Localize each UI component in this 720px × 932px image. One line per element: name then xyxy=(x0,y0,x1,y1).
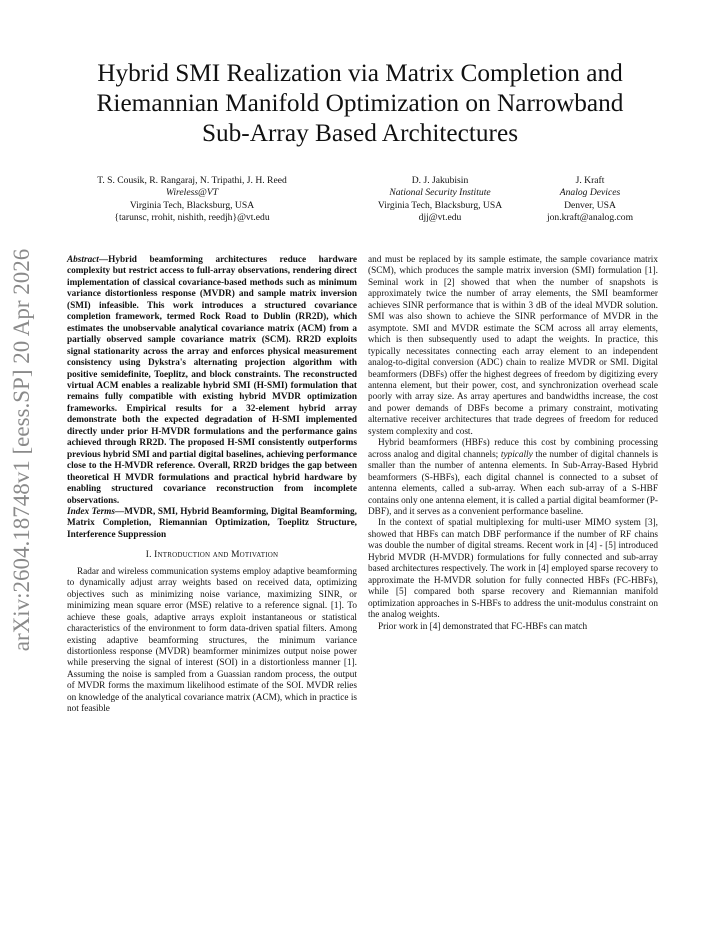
author-block-2 xyxy=(355,175,525,225)
author-names: D. J. Jakubisin xyxy=(411,175,469,186)
author-institution: Virginia Tech, Blacksburg, USA xyxy=(129,199,255,211)
abstract-text: —Hybrid beamforming architectures reduce hardware complexity but restrict access to full-array observations, rendering direct implementation of classical covariance-based methods such as minimum variance distortionless response (MVDR) and sample matrix inversion (SMI) infeasible. This work introduces a structured covariance completion framework, termed Rock Road to Dublin (RR2D), which estimates the unobservable analytical covariance matrix (ACM) from a partially observed sample covariance matrix (SCM). RR2D exploits signal stationarity across the array and enforces physical measurement consistency using Dykstra's alternating projection algorithm with positive semidefinite, Toeplitz, and block constraints. The reconstructed virtual ACM enables a realizable hybrid SMI (H-SMI) formulation that remains fully compatible with existing hybrid MVDR optimization frameworks. Empirical results for a 32-element hybrid array demonstrate both the expected degradation of H-SMI implemented directly under prior H-MVDR formulations and the performance gains achieved through RR2D. The proposed H-SMI consistently outperforms previous hybrid SMI and partial digital baselines, achieving performance close to the H-MVDR reference. Overall, RR2D bridges the gap between theoretical H MVDR formulations and practical hybrid hardware by enabling structured covariance reconstruction from incomplete observations. xyxy=(67,255,357,506)
author-block-3 xyxy=(530,175,650,225)
paragraph: Radar and wireless communication systems employ adaptive beamforming to dynamically adjust array weights based on received data, optimizing objectives such as minimizing noise variance, maximizing SINR, or minimizing mean square error (MSE) relative to a reference signal. [1]. To achieve these goals, adaptive arrays exploit instantaneous or statistical characteristics of the environment to form data-driven spatial filters. Among existing adaptive beamforming structures, the minimum variance distortionless response (MVDR) beamformer minimizes output noise power while preserving the signal of interest (SOI) in a distortionless manner [1]. Assuming the noise is sampled from a Guassian random process, the output of MVDR forms the maximum likelihood estimate of the SOI. MVDR relies on knowledge of the analytical covariance matrix (ACM), which in practice is not feasible xyxy=(67,566,357,715)
author-names: J. Kraft xyxy=(575,175,605,186)
title-line-2: Riemannian Manifold Optimization on Narrowband xyxy=(96,89,624,117)
author-names: T. S. Cousik, R. Rangaraj, N. Tripathi, J. H. Reed xyxy=(97,175,287,186)
index-terms xyxy=(67,507,357,541)
author-affiliation: Wireless@VT xyxy=(165,187,219,199)
author-email: jon.kraft@analog.com xyxy=(546,212,634,224)
author-institution: Denver, USA xyxy=(564,199,616,211)
paragraph xyxy=(368,438,658,518)
left-column xyxy=(67,255,357,716)
author-block-1 xyxy=(62,175,322,225)
index-terms-label: Index Terms xyxy=(67,506,115,517)
right-column xyxy=(368,255,658,633)
emphasis-text: typically xyxy=(500,449,533,460)
author-affiliation: Analog Devices xyxy=(559,187,621,199)
author-email: {tarunsc, rrohit, nishith, reedjh}@vt.edu xyxy=(114,212,270,224)
paragraph: In the context of spatial multiplexing for multi-user MIMO system [3], showed that HBFs can match DBF performance if the number of RF chains was double the number of digital streams. Recent work in [4] - [5] introduced Hybrid MVDR (H-MVDR) formulations for fully connected and sub-array based architectures respectively. The work in [4] employed sparse recovery to approximate the H-MVDR solution for fully connected HBFs (FC-HBFs), while [5] compared both sparse recovery and Riemannian manifold optimization approaches in S-HBFs to address the unit-modulus constraint on the analog weights. xyxy=(368,518,658,621)
title-line-3: Sub-Array Based Architectures xyxy=(201,119,519,147)
paragraph-text: Hybrid beamformers (HBFs) reduce this cost by combining processing across analog and digital channels; xyxy=(368,438,658,460)
arxiv-stamp-text: arXiv:2604.18748v1 [eess.SP] 20 Apr 2026 xyxy=(9,248,34,652)
title-line-1: Hybrid SMI Realization via Matrix Completion and xyxy=(97,59,623,87)
index-terms-text: —MVDR, SMI, Hybrid Beamforming, Digital Beamforming, Matrix Completion, Riemannian Optimization, Toeplitz Structure, Interference Suppression xyxy=(67,506,357,540)
paragraph: Prior work in [4] demonstrated that FC-HBFs can match xyxy=(378,621,588,632)
author-email: djj@vt.edu xyxy=(418,212,462,224)
abstract-label: Abstract xyxy=(67,255,99,265)
section-heading: I. Introduction and Motivation xyxy=(145,550,279,561)
paragraph-text: the number of digital channels is smaller than the number of antenna elements. In Sub-Array-Based Hybrid beamformers (S-HBFs), each digital channel is connected to a subset of antenna elements, called a sub-array. When each sub-array of a S-HBF contains only one antenna element, it is called a partial digital beamformer (P-DBF), and it serves as a convenient performance baseline. xyxy=(368,449,658,517)
author-affiliation: National Security Institute xyxy=(389,187,491,199)
paragraph: and must be replaced by its sample estimate, the sample covariance matrix (SCM), which produces the sample matrix inversion (SMI) formulation [1]. Seminal work in [2] showed that when the number of snapshots is approximately twice the number of array elements, the SMI beamformer achieves SINR performance that is within 3 dB of the ideal MVDR solution. SMI was also shown to achieve the SINR performance of MVDR in the asymptote. SMI and MVDR estimate the SCM across all array elements, which is then subsequently used to adapt the weights. In practice, this typically necessitates connecting each array element to an independent analog-to-digital conversion (ADC) chain to realize MVDR or SMI. Digital beamformers (DBFs) offer the highest degrees of freedom by digitizing every antenna element, but their power, cost, and synchronization overhead scale poorly with array size. As array apertures and bandwidths increase, the cost and power demands of DBFs become a primary constraint, motivating alternative receiver architectures that trade degrees of freedom for reduced system complexity and cost. xyxy=(368,255,658,437)
abstract xyxy=(67,255,357,507)
author-institution: Virginia Tech, Blacksburg, USA xyxy=(377,199,503,211)
page-title xyxy=(30,58,690,148)
